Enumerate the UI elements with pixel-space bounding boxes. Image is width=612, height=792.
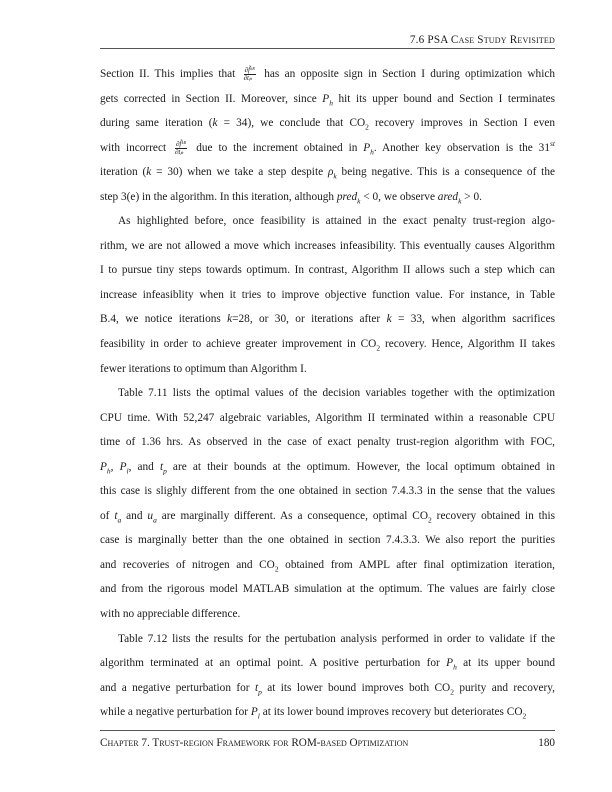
page-number: 180	[538, 737, 555, 749]
text-line: gets corrected in Section II. Moreover, since $P_h$ hit its upper bound and Section I terminates	[100, 92, 555, 107]
math-symbol: k	[386, 313, 392, 326]
math-symbol: P	[100, 460, 107, 473]
math-symbol: P	[446, 657, 454, 670]
text-line: CPU time. With 52,247 algebraic variables, Algorithm II terminated within a reasonable CPU	[100, 411, 555, 424]
math-symbol: P	[322, 92, 330, 105]
text-line: of $t_a$ and $u_a$ are marginally different. As a consequence, optimal $CO_2$ recovery obtained in this	[100, 509, 555, 525]
text-line: with no appreciable difference.	[100, 608, 241, 621]
text-line: step 3(e) in the algorithm. In this iteration, although pred$_k$ < 0, we observe ared$_k$ > 0.	[100, 190, 482, 205]
math-fraction: $\frac{\text{∂f̃ᵏᴿ}}{\text{∂tₚ}}$	[174, 139, 187, 156]
header-rule	[100, 48, 555, 49]
math-symbol: P	[119, 460, 127, 473]
text-line: rithm, we are not allowed a move which increases infeasibility. This eventually causes Algorithm	[100, 239, 555, 252]
text-line: increase infeasiblity when it tries to improve objective function value. For instance, in Table	[100, 288, 555, 301]
footer-chapter-label: Chapter 7. Trust-region Framework for ROM-based Optimization	[100, 737, 409, 749]
text-line: $P_h$, $P_l$, and $t_p$ are at their bounds at the optimum. However, the local optimum obtained in	[100, 460, 555, 475]
running-header	[100, 34, 555, 46]
math-symbol: P	[363, 141, 371, 154]
header-section-title: PSA Case Study Revisited	[427, 34, 555, 46]
text-line: time of 1.36 hrs. As observed in the case of exact penalty trust-region algorithm with FOC,	[100, 436, 555, 449]
math-symbol: k	[212, 117, 218, 130]
paragraph	[100, 209, 555, 381]
running-footer	[100, 737, 555, 749]
math-symbol: t	[159, 460, 164, 473]
text-line: algorithm terminated at an optimal point. A positive perturbation for $P_h$ at its upper bound	[100, 657, 555, 672]
math-symbol: P	[250, 706, 258, 719]
footer-rule	[100, 730, 555, 731]
text-line: B.4, we notice iterations k=28, or 30, or iterations after k = 33, when algorithm sacrifices	[100, 313, 555, 326]
math-symbol: t	[254, 681, 259, 694]
text-line: and a negative perturbation for $t_p$ at its lower bound improves both $CO_2$ purity and recovery,	[100, 681, 556, 696]
text-line: while a negative perturbation for $P_l$ at its lower bound improves recovery but deteriorates $CO_2$	[100, 706, 527, 721]
math-symbol: u	[147, 509, 154, 522]
math-fraction: $\frac{\text{∂f̃ᵏᴿ}}{\text{∂tₚ}}$	[243, 65, 255, 82]
text-line: and from the rigorous model MATLAB simulation at the optimum. The values are fairly close	[100, 583, 555, 596]
text-line: case is marginally better than the one obtained in section 7.4.3.3. We also report the purities	[100, 534, 555, 547]
body-text	[100, 62, 555, 725]
math-symbol: ared	[437, 190, 459, 203]
text-line: Table 7.12 lists the results for the pertubation analysis performed in order to validate if the	[118, 632, 555, 645]
text-line: during same iteration (k = 34), we conclude that $CO_2$ recovery improves in Section I even	[100, 117, 556, 132]
math-symbol: k	[227, 313, 233, 326]
paragraph	[100, 627, 555, 725]
text-line: I to pursue tiny steps towards optimum. In contrast, Algorithm II allows such a step which can	[100, 264, 555, 277]
paragraph	[100, 381, 555, 626]
math-symbol: ρ	[327, 166, 334, 179]
text-line: and recoveries of nitrogen and $CO_2$ obtained from AMPL after final optimization iteration,	[100, 558, 555, 574]
text-line: with incorrect $\frac{\text{∂f̃ᵏᴿ}}{\text{∂tₚ}}$ due to the increment obtained in $P_h$. Another key observation is the 31st	[100, 138, 555, 156]
text-line: this case is slighly different from the one obtained in section 7.4.3.3 in the sense that the values	[100, 485, 555, 498]
math-symbol: k	[146, 166, 152, 179]
text-line: fewer iterations to optimum than Algorithm I.	[100, 362, 307, 375]
math-symbol: t	[114, 509, 118, 522]
paragraph	[100, 62, 555, 209]
text-line: Section II. This implies that $\frac{\text{∂f̃ᵏᴿ}}{\text{∂tₚ}}$ has an opposite sign in Section I during optimization which	[100, 65, 555, 82]
header-section-number: 7.6	[409, 34, 425, 46]
text-line: feasibility in order to achieve greater improvement in $CO_2$ recovery. Hence, Algorithm II takes	[100, 338, 555, 353]
text-line: Table 7.11 lists the optimal values of the decision variables together with the optimization	[118, 387, 555, 400]
text-line: As highlighted before, once feasibility is attained in the exact penalty trust-region algo-	[118, 215, 555, 228]
math-symbol: pred	[336, 190, 358, 203]
text-line: iteration (k = 30) when we take a step despite $\rho_k$ being negative. This is a consequence of the	[100, 166, 555, 181]
